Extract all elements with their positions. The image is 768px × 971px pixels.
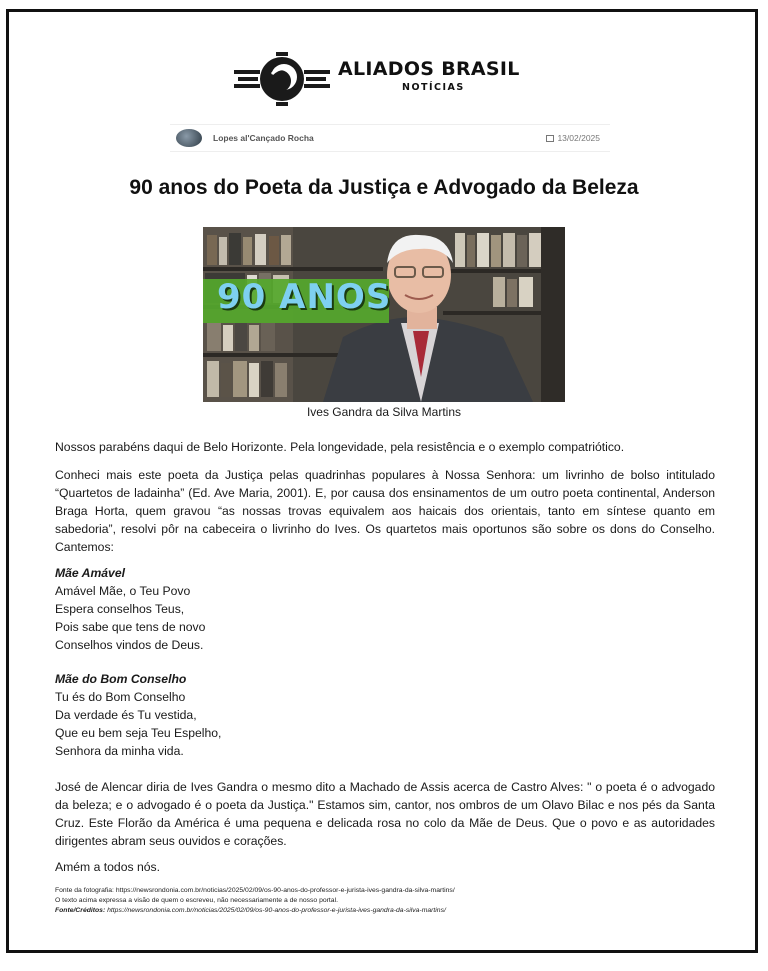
article-title: 90 anos do Poeta da Justiça e Advogado da Beleza	[129, 176, 639, 199]
article-body-2	[55, 466, 715, 556]
stanza-title: Mãe do Bom Conselho	[55, 672, 187, 686]
article-body	[55, 438, 715, 456]
article-footer	[55, 886, 725, 916]
paragraph-intro: Nossos parabéns daqui de Belo Horizonte. Pela longevidade, pela resistência e o exemplo compatriótico.	[55, 440, 625, 454]
credits-link[interactable]: https://newsrondonia.com.br/noticias/2025/02/09/os-90-anos-do-professor-e-jurista-ives-gandra-da-silva-martins/	[107, 907, 446, 914]
site-logo[interactable]	[232, 50, 542, 108]
photo-caption: Ives Gandra da Silva Martins	[306, 405, 462, 419]
logo-emblem-icon	[232, 50, 332, 108]
author-name[interactable]: Lopes al'Cançado Rocha	[213, 133, 314, 143]
date-text: 13/02/2025	[557, 133, 600, 143]
stanza-line: Conselhos vindos de Deus.	[55, 638, 204, 652]
stanza-line: Tu és do Bom Conselho	[55, 690, 186, 704]
photo-banner-text: 90 ANOS	[217, 277, 392, 317]
brand-name: ALIADOS BRASIL	[338, 58, 520, 80]
paragraph-alencar: José de Alencar diria de Ives Gandra o mesmo dito a Machado de Assis acerca de Castro Alves: " o poeta é o advogado da beleza; e o advogado é o poeta da Justiça." Estamos sim, cantor, nos ombros de um Olavo Bilac e nos pés da Santa Cruz. Este Florão da América é uma pequena e delicada rosa no colo da Mãe de Deus. Que o povo e as autoridades dirigentes abram seus ouvidos e corações.	[55, 780, 715, 848]
photo-source: Fonte da fotografia: https://newsrondonia.com.br/noticias/2025/02/09/os-90-anos-do-professor-e-jurista-ives-gandra-da-silva-martins/	[55, 887, 455, 894]
calendar-icon	[546, 135, 554, 142]
article-meta-bar	[170, 124, 610, 152]
stanza-line: Que eu bem seja Teu Espelho,	[55, 726, 222, 740]
stanza-title: Mãe Amável	[55, 566, 126, 580]
brand-subtitle: NOTÍCIAS	[402, 82, 465, 93]
stanza-line: Senhora da minha vida.	[55, 744, 184, 758]
credits-label: Fonte/Créditos:	[55, 907, 106, 914]
article-photo	[203, 227, 565, 402]
article-body-3	[55, 778, 715, 850]
disclaimer: O texto acima expressa a visão de quem o escreveu, não necessariamente a de nosso portal.	[55, 897, 338, 904]
credits-line	[55, 906, 725, 916]
paragraph-amem: Amém a todos nós.	[55, 860, 160, 874]
stanza-line: Amável Mãe, o Teu Povo	[55, 584, 191, 598]
article-body-4	[55, 858, 715, 876]
stanza-line: Pois sabe que tens de novo	[55, 620, 206, 634]
publish-date	[546, 133, 600, 143]
paragraph-quartetos: Conheci mais este poeta da Justiça pelas quadrinhas populares à Nossa Senhora: um livrinho de bolso intitulado “Quartetos de ladainha” (Ed. Ave Maria, 2001). E, por causa dos ensinamentos de um outro poeta continental, Anderson Braga Horta, quem gravou “as nossas trovas equivalem aos haicais dos orientais, tanto em síntese quanto em sabedoria”, resolvi pôr na cabeceira o livrinho do Ives. Os quartetos mais oportunos são sobre os dons do Conselho. Cantemos:	[55, 468, 715, 554]
author-avatar[interactable]	[176, 129, 202, 147]
stanza-mae-amavel	[55, 564, 715, 654]
stanza-mae-bom-conselho	[55, 670, 715, 760]
stanza-line: Espera conselhos Teus,	[55, 602, 185, 616]
stanza-line: Da verdade és Tu vestida,	[55, 708, 197, 722]
